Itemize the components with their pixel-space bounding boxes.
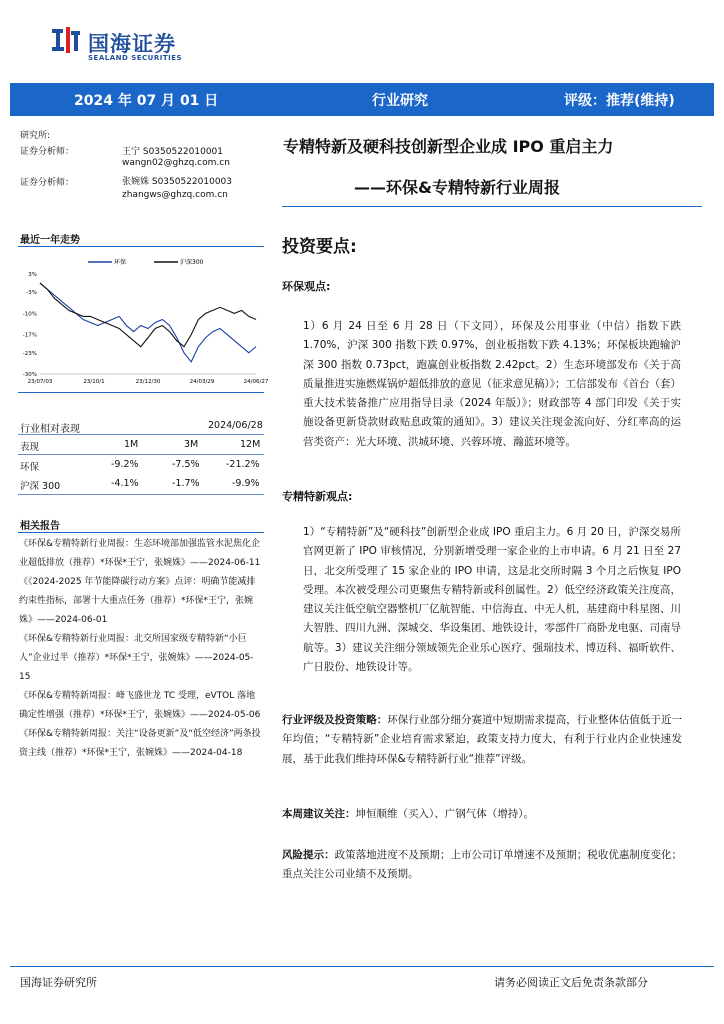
y-tick-label: -23% <box>22 350 37 357</box>
related-report-list <box>19 535 263 763</box>
perf-row-3m: -1.7% <box>172 478 200 489</box>
related-report-item[interactable] <box>19 535 263 573</box>
related-report-date: ——2024-05-15 <box>19 653 254 682</box>
related-report-text: 《《2024-2025 年节能降碳行动方案》点评：明确节能减排约束性指标，部署十大重点任务（推荐）*环保*王宁，张婉姝》 <box>19 577 256 625</box>
perf-header-12m: 12M <box>240 439 261 450</box>
analyst-label-2: 证券分析师： <box>20 178 75 188</box>
perf-header-1m: 1M <box>124 439 139 450</box>
y-tick-label: -30% <box>22 372 37 378</box>
x-tick-label: 23/07/03 <box>27 379 53 385</box>
legend-label-hs300: 沪深300 <box>180 259 204 266</box>
risk-text: 政策落地进度不及预期；上市公司订单增速不及预期；税收优惠制度变化；重点关注公司业绩不及预期。 <box>282 849 683 881</box>
focus-label: 本周建议关注： <box>282 808 356 820</box>
divider <box>18 392 264 393</box>
risk-label: 风险提示： <box>282 849 335 861</box>
series-line-hs300 <box>40 283 256 347</box>
related-report-item[interactable] <box>19 725 263 763</box>
trend-chart <box>18 250 269 390</box>
perf-row-1m: -4.1% <box>111 478 139 489</box>
related-report-text: 《环保&专精特新行业周报：北交所国家级专精特新“小巨人”企业过半（推荐）*环保*王宁，张婉姝》 <box>19 634 247 663</box>
related-report-date: ——2024-06-01 <box>37 615 108 625</box>
legend-label-env: 环保 <box>114 259 127 266</box>
rating-label: 行业评级及投资策略： <box>282 714 388 726</box>
analyst-email-1[interactable]: wangn02@ghzq.com.cn <box>122 158 230 168</box>
report-title: 专精特新及硬科技创新型企业成 IPO 重启主力 <box>283 137 614 156</box>
rating-text: 环保行业部分细分赛道中短期需求提高，行业整体估值低于近一年均值；“专精特新”企业培育需求紧迫，政策支持力度大，有利于行业内企业快速发展，基于此我们维持环保&专精特新行业“推荐”评级。 <box>282 714 683 765</box>
divider <box>18 454 264 455</box>
perf-row-12m: -21.2% <box>226 459 260 470</box>
legend <box>88 258 204 266</box>
perf-row-name: 沪深 300 <box>20 481 61 492</box>
divider <box>18 532 264 533</box>
perf-row-1m: -9.2% <box>111 459 139 470</box>
sealand-logo-icon <box>52 27 80 53</box>
env-heading: 环保观点: <box>282 280 331 293</box>
footer-divider <box>10 966 714 967</box>
brand-name-en: SEALAND SECURITIES <box>88 54 183 62</box>
related-report-item[interactable] <box>19 687 263 725</box>
divider <box>18 494 264 495</box>
related-report-text: 《环保&专精特新周报：关注“设备更新”及“低空经济”两条投资主线（推荐）*环保*王宁，张婉姝》 <box>19 729 261 758</box>
related-report-item[interactable] <box>19 573 263 630</box>
series-line-env <box>40 283 256 362</box>
analyst-name-1: 王宁 S0350522010001 <box>122 147 224 157</box>
x-tick-label: 24/03/29 <box>189 379 215 385</box>
divider <box>18 246 264 247</box>
related-report-text: 《环保&专精特新行业周报：生态环境部加强监管水泥焦化企业超低排放（推荐）*环保*王宁，张婉姝》 <box>19 539 261 568</box>
perf-date: 2024/06/28 <box>208 420 263 431</box>
report-date: 2024 年 07 月 01 日 <box>74 93 219 109</box>
perf-heading: 行业相对表现 <box>20 424 80 435</box>
analyst-email-2[interactable]: zhangws@ghzq.com.cn <box>122 190 228 200</box>
y-tick-label: -10% <box>22 311 37 318</box>
sts-heading: 专精特新观点: <box>282 490 353 503</box>
perf-header-name: 表现 <box>20 442 40 453</box>
focus-paragraph <box>282 805 682 824</box>
divider <box>282 206 702 207</box>
y-tick-label: -3% <box>26 290 37 297</box>
analyst-label-1: 证券分析师： <box>20 147 75 157</box>
report-subtitle: ——环保&专精特新行业周报 <box>354 178 560 197</box>
y-tick-label: -17% <box>22 332 37 339</box>
focus-text: 坤恒顺维（买入）、广钢气体（增持）。 <box>355 808 534 820</box>
researcher-label: 研究所: <box>20 131 51 141</box>
analyst-name-2: 张婉姝 S0350522010003 <box>122 177 233 187</box>
footer-right: 请务必阅读正文后免责条款部分 <box>494 976 648 989</box>
perf-row-3m: -7.5% <box>172 459 200 470</box>
x-tick-label: 24/06/27 <box>243 379 269 385</box>
related-report-date: ——2024-05-06 <box>190 710 261 720</box>
trend-heading: 最近一年走势 <box>20 235 80 246</box>
divider <box>18 434 264 435</box>
rating-paragraph <box>282 711 682 769</box>
brand-name-cn: 国海证券 <box>88 32 176 56</box>
y-tick-label: 3% <box>28 272 37 278</box>
risk-paragraph <box>282 846 682 885</box>
perf-row-name: 环保 <box>20 462 40 473</box>
report-type: 行业研究 <box>372 93 428 109</box>
related-report-item[interactable] <box>19 630 263 687</box>
related-report-date: ——2024-06-11 <box>190 558 261 568</box>
sts-paragraph: 1）“专精特新”及“硬科技”创新型企业成 IPO 重启主力。6 月 20 日，沪深交易所官网更新了 IPO 审核情况，分别新增受理一家企业的上市申请。6 月 21 日至 27 日，北交所受理了 15 家企业的 IPO 申请，这是北交所时隔 3 个月之后恢复 IPO 受理。本次被受理公司更聚焦专精特新或科创属性。2）低空经济政策关注度高，建议关注低空航空器整机厂亿航智能、中信海直、中无人机，基建商中科星图、川大智胜、四川九洲、深城交、华设集团、地铁设计，零部件厂商卧龙电驱、司南导航等。3）建议关注细分领域领先企业乐心医疗、强瑞技术、博迈科、福昕软件、广日股份、地铁设计等。 <box>303 526 681 674</box>
env-paragraph: 1）6 月 24 日至 6 月 28 日（下文同），环保及公用事业（中信）指数下跌 1.70%，沪深 300 指数下跌 0.97%，创业板指数下跌 4.13%；环保板块跑输沪深 300 指数 0.73pct，跑赢创业板指数 2.42pct。2）生态环境部发布《关于高质量推进实施燃煤锅炉超低排放的意见（征求意见稿）》；工信部发布《首台（套）重大技术装备推广应用指导目录（2024 年版）》；财政部等 4 部门印发《关于实施设备更新贷款财政贴息政策的通知》。3）建议关注现金流向好、分红率高的运营类资产：光大环境、洪城环境、兴蓉环境、瀚蓝环境等。 <box>303 320 681 448</box>
footer-left: 国海证券研究所 <box>20 976 97 989</box>
perf-row-12m: -9.9% <box>232 478 260 489</box>
perf-header-3m: 3M <box>184 439 199 450</box>
invest-heading: 投资要点: <box>282 237 357 257</box>
related-report-date: ——2024-04-18 <box>172 748 243 758</box>
report-rating: 评级：推荐(维持) <box>564 93 675 109</box>
x-tick-label: 23/10/1 <box>83 379 105 385</box>
x-tick-label: 23/12/30 <box>135 379 161 385</box>
related-report-text: 《环保&专精特新周报：峰飞盛世龙 TC 受理，eVTOL 落地确定性增强（推荐）*环保*王宁，张婉姝》 <box>19 691 256 720</box>
related-heading: 相关报告 <box>20 521 60 532</box>
